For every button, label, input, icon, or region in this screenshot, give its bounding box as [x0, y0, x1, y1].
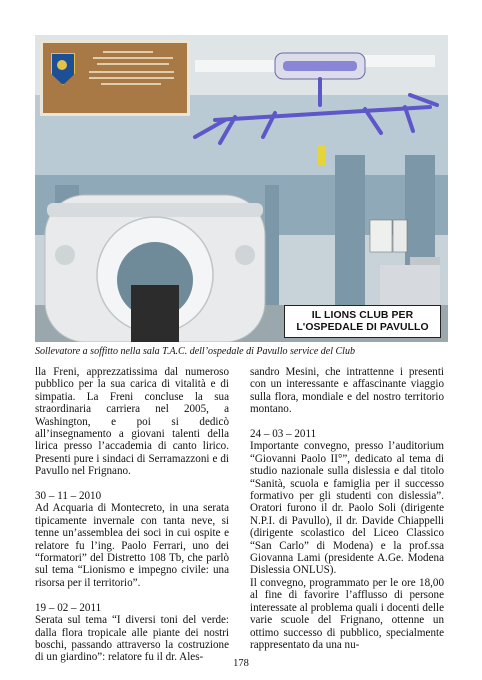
hospital-photo: [35, 35, 448, 342]
photo-caption: Sollevatore a soffitto nella sala T.A.C. dell’ospedale di Pavullo service del Club: [35, 346, 355, 357]
page-number: 178: [233, 658, 249, 669]
left-column: [35, 366, 229, 664]
lions-club-badge: [284, 305, 441, 338]
paragraph: lla Freni, apprezzatissima dal numeroso pubblico per la sua carica di vitalità e di simpatia. La Freni concluse la sua straordinaria carriera nel 2005, a Washington, e poi si dedicò all’insegnamento a giovani talenti della lirica presso l’accademia di canto lirico. Presenti pure i sindaci di Serramazzoni e di Pavullo nel Frignano.: [35, 366, 229, 478]
commemorative-plaque: [40, 40, 190, 116]
badge-line-2: L'OSPEDALE DI PAVULLO: [296, 321, 429, 333]
paragraph: Ad Acquaria di Montecreto, in una serata tipicamente invernale con tanta neve, si tenne un’assemblea dei soci in cui ospite e relatore fu l’ing. Paolo Ferrari, uno dei “formatori” del Distretto 108 Tb, che parlò sul tema “Lionismo e impegno civile: una risorsa per il territorio”.: [35, 502, 229, 589]
date-heading: 24 – 03 – 2011: [250, 428, 317, 441]
lions-emblem-icon: [51, 53, 75, 85]
date-heading: 19 – 02 – 2011: [35, 601, 102, 614]
paragraph: Serata sul tema “I diversi toni del verde: dalla flora tropicale alle piante dei nostri boschi, passando attraverso la costruzione di un giardino”: relatore fu il dr. Ales-: [35, 614, 229, 664]
badge-line-1: IL LIONS CLUB PER: [311, 309, 414, 321]
paragraph: Importante convegno, presso l’auditorium “Giovanni Paolo II°”, dedicato al tema di studio nazionale sulla dislessia e dal titolo “Sanità, scuola e famiglia per il successo formativo per gli studenti con dislessia”. Oratori furono il dr. Paolo Soli (dirigente N.P.I. di Pavullo), il dr. Davide Chiappelli (dirigente scolastico del Liceo Classico “San Carlo” di Modena) e la prof.ssa Giovanna Lami (presidente A.Ge. Modena Dislessia ONLUS).: [250, 440, 444, 577]
paragraph: sandro Mesini, che intrattenne i presenti con un interessante e affascinante viaggio sulla flora, mondiale e del nostro territorio montano.: [250, 366, 444, 416]
date-heading: 30 – 11 – 2010: [35, 490, 102, 503]
right-column: [250, 366, 444, 651]
paragraph: Il convegno, programmato per le ore 18,00 al fine di favorire l’afflusso di persone interessate al problema quali i docenti delle varie scuole del Frignano, ottenne un ottimo successo di pubblico, specialmente rappresentato da una nu-: [250, 576, 444, 651]
